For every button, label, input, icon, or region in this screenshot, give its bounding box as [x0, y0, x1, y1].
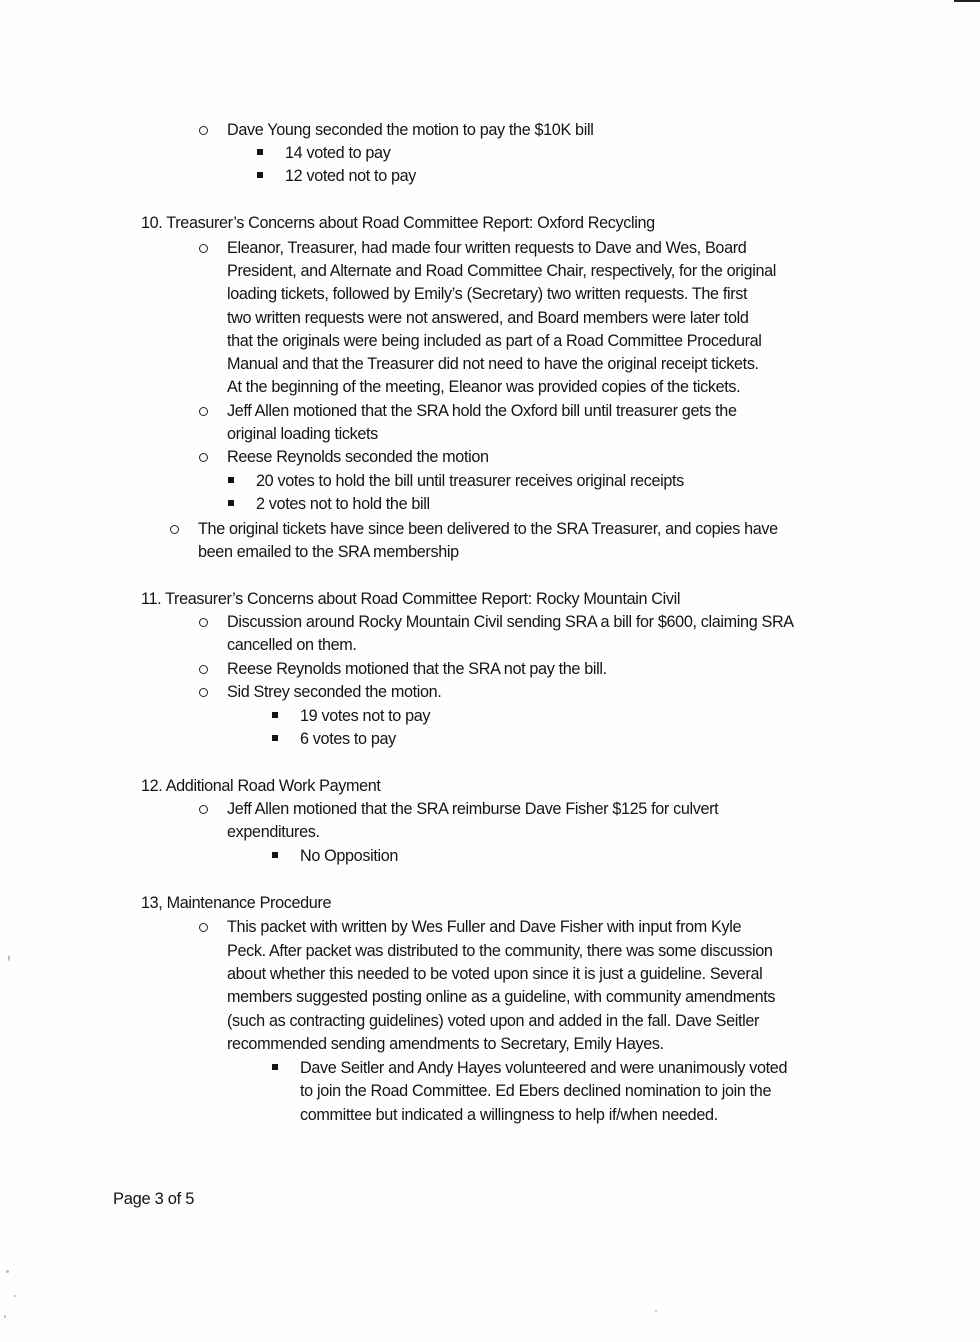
- square-bullet-icon: [257, 149, 263, 155]
- list-item-line: At the beginning of the meeting, Eleanor was provided copies of the tickets.: [227, 378, 741, 396]
- vote-result: 2 votes not to hold the bill: [256, 495, 430, 513]
- vote-result: 20 votes to hold the bill until treasurer receives original receipts: [256, 472, 684, 490]
- square-bullet-icon: [257, 172, 263, 178]
- square-bullet-icon: [272, 1064, 278, 1070]
- scan-speck: [4, 1315, 6, 1318]
- hollow-bullet-icon: [199, 446, 208, 469]
- list-item-line: Sid Strey seconded the motion.: [227, 683, 442, 701]
- scan-edge-mark: [954, 0, 980, 2]
- list-item-line: The original tickets have since been delivered to the SRA Treasurer, and copies have: [198, 520, 778, 538]
- square-bullet-icon: [228, 477, 234, 483]
- list-item-line: recommended sending amendments to Secretary, Emily Hayes.: [227, 1035, 664, 1053]
- list-item-line: This packet with written by Wes Fuller and Dave Fisher with input from Kyle: [227, 918, 742, 936]
- scan-speck: [8, 955, 10, 961]
- hollow-bullet-icon: [199, 798, 208, 821]
- vote-result: 19 votes not to pay: [300, 707, 431, 725]
- hollow-bullet-icon: [199, 681, 208, 704]
- scan-speck: [14, 1295, 16, 1297]
- list-item-line: Peck. After packet was distributed to the community, there was some discussion: [227, 942, 773, 960]
- list-item-line: Discussion around Rocky Mountain Civil sending SRA a bill for $600, claiming SRA: [227, 613, 794, 631]
- list-item-line: original loading tickets: [227, 425, 378, 443]
- section-heading: 13, Maintenance Procedure: [141, 894, 332, 912]
- scan-speck: [6, 1270, 9, 1273]
- list-item-line: committee but indicated a willingness to help if/when needed.: [300, 1106, 718, 1124]
- list-item-line: expenditures.: [227, 823, 320, 841]
- list-item-line: Reese Reynolds seconded the motion: [227, 448, 489, 466]
- scan-speck: [655, 1310, 657, 1312]
- hollow-bullet-icon: [199, 916, 208, 939]
- hollow-bullet-icon: [199, 658, 208, 681]
- list-item-line: loading tickets, followed by Emily’s (Secretary) two written requests. The first: [227, 285, 748, 303]
- list-item-line: Reese Reynolds motioned that the SRA not pay the bill.: [227, 660, 607, 678]
- list-item-line: (such as contracting guidelines) voted upon and added in the fall. Dave Seitler: [227, 1012, 760, 1030]
- section-heading: 10. Treasurer’s Concerns about Road Committee Report: Oxford Recycling: [141, 214, 655, 232]
- list-item-line: Eleanor, Treasurer, had made four written requests to Dave and Wes, Board: [227, 239, 747, 257]
- vote-result: No Opposition: [300, 847, 399, 865]
- list-item-line: members suggested posting online as a guideline, with community amendments: [227, 988, 776, 1006]
- list-item-line: Dave Seitler and Andy Hayes volunteered and were unanimously voted: [300, 1059, 788, 1077]
- section-heading: 11. Treasurer’s Concerns about Road Committee Report: Rocky Mountain Civil: [141, 590, 681, 608]
- page-number: Page 3 of 5: [113, 1190, 195, 1208]
- hollow-bullet-icon: [199, 400, 208, 423]
- list-item-line: that the originals were being included as part of a Road Committee Procedural: [227, 332, 762, 350]
- list-item-line: been emailed to the SRA membership: [198, 543, 459, 561]
- vote-result: 14 voted to pay: [285, 144, 391, 162]
- hollow-bullet-icon: [170, 518, 179, 541]
- list-item-line: President, and Alternate and Road Committee Chair, respectively, for the original: [227, 262, 777, 280]
- hollow-bullet-icon: [199, 119, 208, 142]
- section-heading: 12. Additional Road Work Payment: [141, 777, 381, 795]
- square-bullet-icon: [272, 852, 278, 858]
- list-item-line: two written requests were not answered, and Board members were later told: [227, 309, 749, 327]
- square-bullet-icon: [272, 712, 278, 718]
- list-item: Dave Young seconded the motion to pay the $10K bill: [227, 121, 594, 139]
- square-bullet-icon: [228, 500, 234, 506]
- vote-result: 6 votes to pay: [300, 730, 396, 748]
- list-item-line: Jeff Allen motioned that the SRA hold the Oxford bill until treasurer gets the: [227, 402, 737, 420]
- list-item-line: Jeff Allen motioned that the SRA reimburse Dave Fisher $125 for culvert: [227, 800, 719, 818]
- vote-result: 12 voted not to pay: [285, 167, 417, 185]
- square-bullet-icon: [272, 735, 278, 741]
- list-item-line: about whether this needed to be voted upon since it is just a guideline. Several: [227, 965, 763, 983]
- hollow-bullet-icon: [199, 611, 208, 634]
- list-item-line: cancelled on them.: [227, 636, 357, 654]
- list-item-line: Manual and that the Treasurer did not need to have the original receipt tickets.: [227, 355, 759, 373]
- hollow-bullet-icon: [199, 237, 208, 260]
- list-item-line: to join the Road Committee. Ed Ebers declined nomination to join the: [300, 1082, 772, 1100]
